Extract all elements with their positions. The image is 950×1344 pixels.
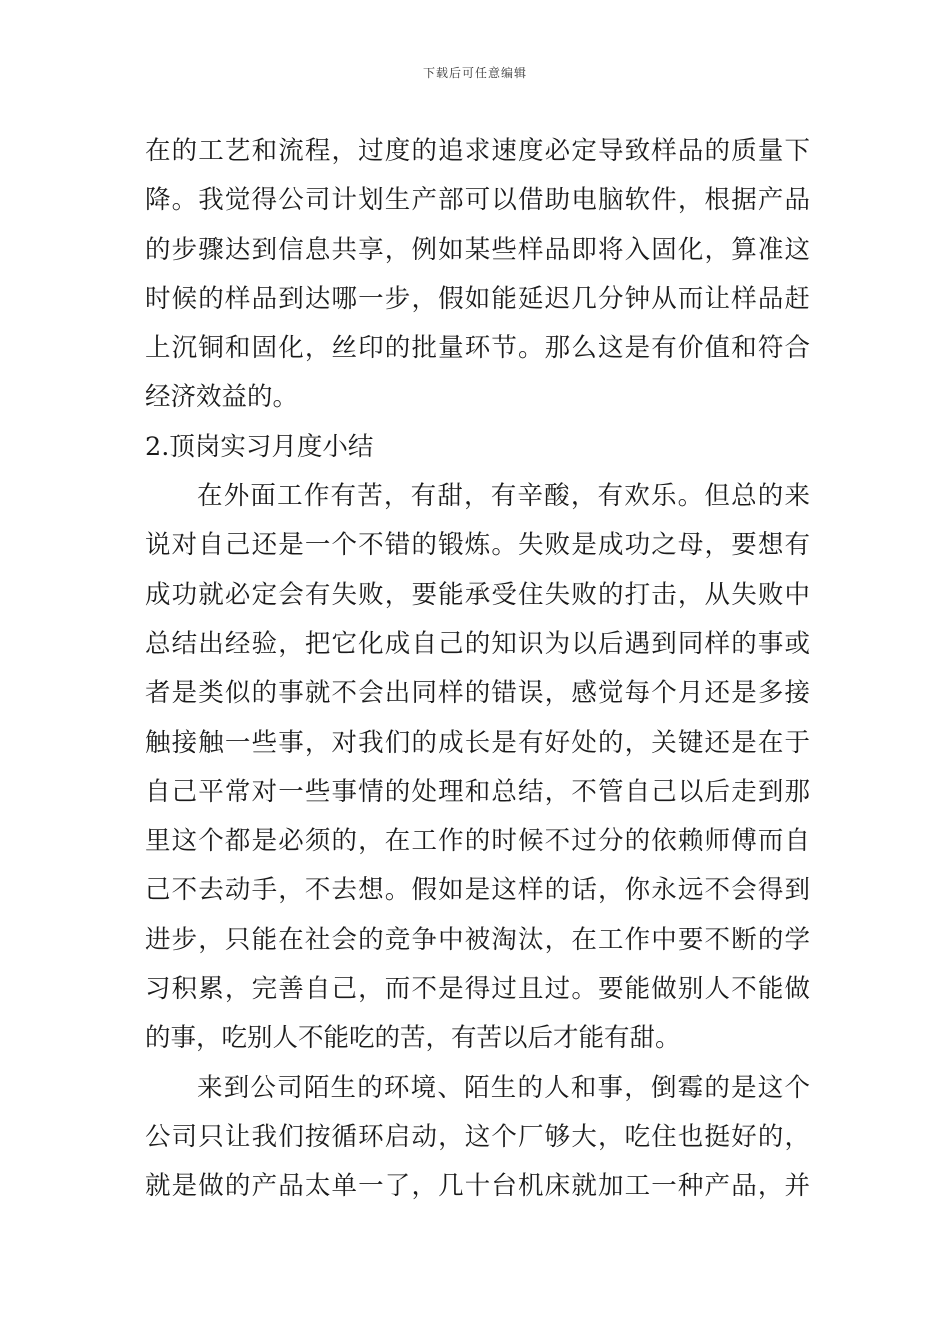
text-line: 上沉铜和固化，丝印的批量环节。那么这是有价值和符合 xyxy=(145,333,810,364)
text-line: 在外面工作有苦，有甜，有辛酸，有欢乐。但总的来 xyxy=(197,481,810,512)
text-line: 者是类似的事就不会出同样的错误，感觉每个月还是多接 xyxy=(145,678,810,709)
text-line: 总结出经验，把它化成自己的知识为以后遇到同样的事或 xyxy=(145,628,810,659)
text-line: 的步骤达到信息共享，例如某些样品即将入固化，算准这 xyxy=(145,234,810,265)
text-line: 触接触一些事，对我们的成长是有好处的，关键还是在于 xyxy=(145,727,810,758)
text-line: 来到公司陌生的环境、陌生的人和事，倒霉的是这个 xyxy=(197,1072,810,1103)
text-line: 习积累，完善自己，而不是得过且过。要能做别人不能做 xyxy=(145,974,810,1005)
text-line: 降。我觉得公司计划生产部可以借助电脑软件，根据产品 xyxy=(145,185,810,216)
text-line: 己不去动手，不去想。假如是这样的话，你永远不会得到 xyxy=(145,875,810,906)
text-line: 自己平常对一些事情的处理和总结，不管自己以后走到那 xyxy=(145,776,810,807)
page-header: 下载后可任意编辑 xyxy=(422,66,527,80)
text-line: 成功就必定会有失败，要能承受住失败的打击，从失败中 xyxy=(145,579,810,610)
text-line: 里这个都是必须的，在工作的时候不过分的依赖师傅而自 xyxy=(145,826,810,857)
text-line: 就是做的产品太单一了，几十台机床就加工一种产品，并 xyxy=(145,1171,810,1202)
section-heading: 2.顶岗实习月度小结 xyxy=(145,431,374,462)
text-line: 经济效益的。 xyxy=(145,382,299,413)
text-line: 时候的样品到达哪一步，假如能延迟几分钟从而让样品赶 xyxy=(145,283,810,314)
text-line: 公司只让我们按循环启动，这个厂够大，吃住也挺好的， xyxy=(145,1121,810,1152)
document-body xyxy=(145,127,810,1212)
text-line: 进步，只能在社会的竞争中被淘汰，在工作中要不断的学 xyxy=(145,924,810,955)
text-line: 在的工艺和流程，过度的追求速度必定导致样品的质量下 xyxy=(145,136,810,166)
text-line: 的事，吃别人不能吃的苦，有苦以后才能有甜。 xyxy=(145,1023,681,1054)
text-line: 说对自己还是一个不错的锻炼。失败是成功之母，要想有 xyxy=(145,530,810,561)
